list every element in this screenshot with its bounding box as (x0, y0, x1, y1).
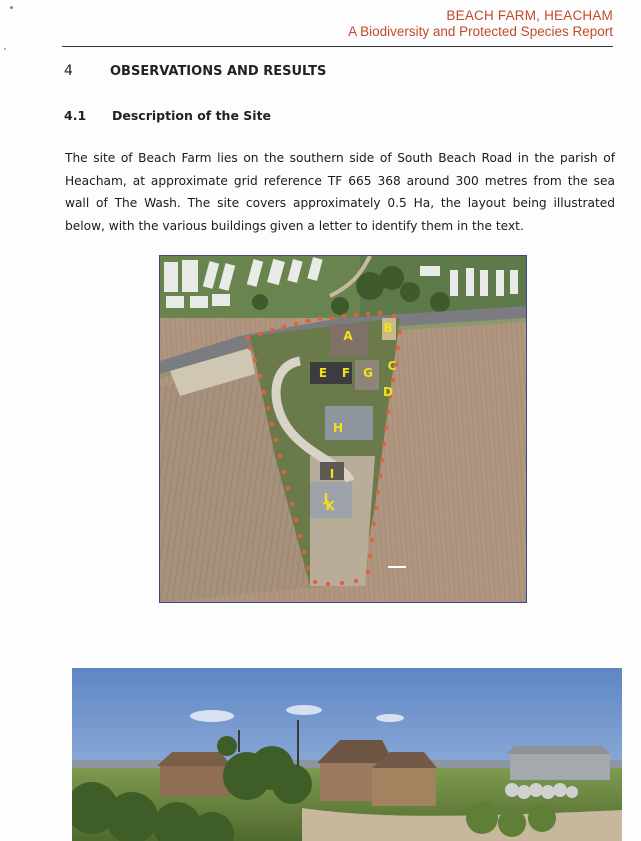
subsection-number: 4.1 (64, 108, 87, 123)
report-title: BEACH FARM, HEACHAM (446, 8, 613, 23)
building-label-b: B (383, 321, 393, 335)
building-label-f: F (341, 366, 351, 380)
section-number: 4 (64, 63, 73, 79)
section-heading (64, 63, 326, 79)
landscape-photo-drawing (72, 668, 622, 841)
scan-speck (10, 6, 13, 9)
section-title: OBSERVATIONS AND RESULTS (110, 64, 327, 79)
subsection-title: Description of the Site (112, 108, 272, 123)
site-description-paragraph: The site of Beach Farm lies on the southern side of South Beach Road in the parish of Heacham, at approximate grid reference TF 665 368 around 300 metres from the sea wall of The Wash. The site covers approximately 0.5 Ha, the layout being illustrated below, with the various buildings given a letter to identify them in the text. (65, 151, 615, 233)
aerial-photo-drawing (160, 256, 526, 602)
building-label-k: K (325, 499, 335, 513)
building-label-c: C (387, 359, 397, 373)
scan-speck (4, 48, 6, 50)
building-label-g: G (363, 366, 373, 380)
subsection-heading (64, 108, 271, 123)
building-label-e: E (318, 366, 328, 380)
header-rule (62, 46, 613, 47)
building-label-d: D (383, 385, 393, 399)
building-label-j: J (323, 491, 329, 505)
building-label-i: I (329, 467, 335, 481)
building-label-a: A (343, 329, 353, 343)
running-header (348, 8, 613, 40)
building-label-h: H (332, 421, 344, 435)
farm-landscape-photo (72, 668, 622, 841)
aerial-site-photo (159, 255, 527, 603)
report-subtitle: A Biodiversity and Protected Species Report (348, 24, 613, 39)
